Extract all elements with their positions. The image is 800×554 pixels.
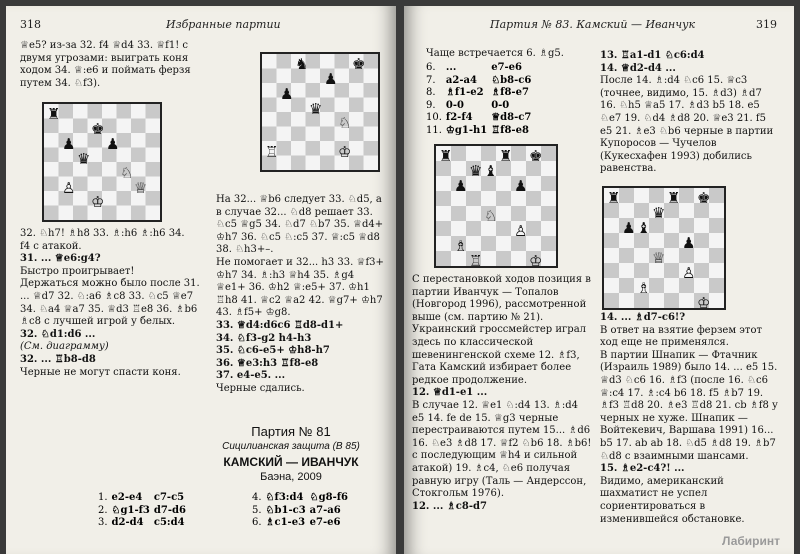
bishop-icon: ♗ (637, 279, 651, 297)
white-move: a2-a4 (445, 74, 477, 86)
move-number: 7. (426, 74, 436, 86)
resignation: Черные сдались. (216, 382, 305, 394)
right-col2-text (600, 312, 782, 526)
line-2: f4 с атакой. (20, 240, 82, 252)
king-icon: ♔ (91, 193, 105, 211)
move-number: 1. (98, 492, 108, 503)
bishop-icon: ♝ (484, 162, 498, 180)
move-34: 34. ♘f3-g2 h4-h3 (216, 332, 312, 344)
move-number: 2. (98, 504, 108, 516)
rook-icon: ♖ (469, 252, 483, 270)
bishop-icon: ♝ (637, 219, 651, 237)
remark: Быстро проигрывает! (20, 265, 135, 277)
white-move: f2-f4 (445, 112, 473, 124)
pawn-icon: ♟ (280, 85, 294, 103)
diagram-ref: (См. диаграмму) (20, 341, 109, 353)
white-move: ♗f1-e2 (445, 87, 484, 99)
closing-note: Видимо, американский шахматист не успел сориентироваться в изменившейся обстановке. (600, 475, 745, 525)
move-33: 33. ♕d4:d6c6 ♖d8-d1+ (216, 319, 344, 331)
black-move: ♕d8-c7 (491, 112, 532, 124)
analysis-12: В случае 12. ♕e1 ♘:d4 13. ♗:d4 e5 14. fe de 15. ♕g3 черные перестраиваются путем 15... ♗d6 16. ♘e3 ♗d8 17. ♕f2 ♘b6 18. ♗b6! с последующим ♕h4 и сильной атакой) 19. ♗c4, ♘e6 получая равную игру (Таль — Андерссон, Стокгольм 1976). (412, 399, 592, 500)
left-col1-text (20, 228, 200, 379)
white-move: ♔g1-h1 (445, 124, 488, 136)
move-number: 8. (426, 87, 436, 99)
rook-icon: ♜ (439, 147, 453, 165)
knight-icon: ♘ (120, 164, 134, 182)
rook-icon: ♜ (607, 189, 621, 207)
move-number: 6. (252, 517, 262, 529)
move-15: 15. ♗e2-c4?! ... (600, 463, 685, 475)
black-move: e7-e6 (491, 62, 522, 73)
move-number: 9. (426, 99, 436, 111)
king-icon: ♚ (352, 55, 366, 73)
running-header: Избранные партии (166, 18, 281, 31)
analysis-14: После 14. ♗:d4 ♘c6 15. ♕c3 (точнее, видимо, 15. ♗d3) ♗d7 16. ♘h5 ♕a5 17. ♗d3 b5 18. e5 ♘e7 19. ♘d4 ♗d8 20. ♕e3 21. f5 e5 21. ♗e3 ♘b6 черные в партии Купоросов — Чучелов (Кукесхафен 1993) добились равенства. (600, 75, 774, 175)
move-36: 36. ♕e3:h3 ♖f8-e8 (216, 357, 319, 369)
move-row (98, 492, 190, 505)
black-move: a7-a6 (309, 504, 341, 516)
pawn-icon: ♟ (622, 219, 636, 237)
move-row (426, 112, 535, 125)
bishop-icon: ♗ (454, 237, 468, 255)
move-row (426, 62, 535, 75)
novelty-note: В ответ на взятие ферзем этот ход еще не применялся. (600, 324, 762, 349)
move-row (98, 517, 190, 530)
intro-paragraph: ♕e5? из-за 32. f4 ♕d4 33. ♕f1! с двумя угрозами: выиграть коня ходом 34. ♕:e6 и поймать ферзя путем 34. ♘f3). (20, 40, 191, 89)
king-icon: ♔ (529, 252, 543, 270)
conclusion: Черные не могут спасти коня. (20, 366, 181, 378)
col2-analysis: Не помогает и 32... h3 33. ♕f3+ ♔h7 34. ♗:h3 ♕h4 35. ♗g4 ♕e1+ 36. ♔h2 ♕:e5+ 37. ♔h1 ♖h8 41. ♕c2 ♕a2 42. ♕g7+ ♔h7 43. ♗f5+ ♔g8. (216, 256, 384, 319)
black-move: 0-0 (491, 99, 510, 111)
queen-icon: ♕ (134, 179, 148, 197)
move-row (252, 517, 352, 530)
rook-icon: ♜ (47, 105, 61, 123)
white-move: 0-0 (445, 99, 464, 111)
queen-icon: ♛ (309, 100, 323, 118)
move-number: 11. (426, 124, 442, 136)
white-move: ♗c1-e3 (265, 517, 306, 529)
queen-icon: ♕ (652, 249, 666, 267)
pawn-icon: ♟ (514, 177, 528, 195)
right-col1-top (426, 48, 596, 61)
move-35: 35. ♘c6-e5+ ♔h8-h7 (216, 345, 330, 357)
king-icon: ♚ (697, 189, 711, 207)
running-header: Партия № 83. Камский — Иванчук (490, 18, 696, 31)
pawn-icon: ♙ (682, 264, 696, 282)
move-number: 10. (426, 112, 442, 124)
col2-intro: На 32... ♕b6 следует 33. ♘d5, а в случае 32... ♘d8 решает 33. ♘c5 ♕g5 34. ♘d7 ♘b7 35. ♕d4+ ♔h7 36. ♘c5 ♘:c5 37. ♕:c5 ♕d8 38. ♘h3+–. (216, 194, 384, 256)
move-row (98, 505, 190, 518)
moves-6-11 (426, 62, 535, 138)
move-32b: 32. ... ♖b8-d8 (20, 353, 96, 365)
col1-intro: Чаще встречается 6. ♗g5. (426, 48, 564, 59)
pawn-icon: ♙ (62, 179, 76, 197)
pawn-icon: ♟ (454, 177, 468, 195)
move-number: 5. (252, 504, 262, 516)
watermark-logo: Лабиринт (721, 534, 780, 548)
line-1: 32. ♘h7! ♗h8 33. ♗:h6 ♗:h6 34. (20, 228, 185, 239)
right-col1-text (412, 274, 592, 513)
knight-icon: ♘ (338, 114, 352, 132)
analysis: Держаться можно было после 31. ... ♕d7 32. ♘:a6 ♗c8 33. ♘c5 ♕e7 34. ♘a4 ♕a7 35. ♕d3 ♖e8 36. ♗b6 ♗c8 с лучшей игрой у белых. (20, 278, 200, 328)
pawn-icon: ♟ (682, 234, 696, 252)
players: КАМСКИЙ — ИВАНЧУК (223, 455, 359, 469)
move-14: 14. ♕d2-d4 ... (600, 62, 676, 74)
black-move: e7-e6 (309, 517, 341, 529)
move-number: 4. (252, 492, 262, 503)
move-row (252, 505, 352, 518)
white-move: ... (445, 62, 457, 73)
black-move: ♗f8-e7 (491, 87, 529, 99)
black-move: c7-c5 (153, 492, 185, 503)
white-move: d2-d4 (111, 517, 144, 529)
black-move: d7-d6 (153, 504, 186, 516)
pawn-icon: ♙ (514, 222, 528, 240)
queen-icon: ♛ (77, 150, 91, 168)
move-32: 32. ♘d1:d6 ... (20, 328, 96, 340)
event: Баэна, 2009 (260, 471, 322, 483)
black-move: ♘g8-f6 (309, 492, 348, 503)
move-12b: 12. ... ♗c8-d7 (412, 500, 487, 512)
game-title: Партия № 81 (251, 424, 331, 439)
move-13: 13. ♖a1-d1 ♘c6:d4 (600, 50, 705, 61)
pawn-icon: ♟ (62, 135, 76, 153)
king-icon: ♔ (697, 294, 711, 312)
move-row (426, 125, 535, 138)
rook-icon: ♜ (499, 147, 513, 165)
opening-moves-b (252, 492, 352, 530)
move-number: 3. (98, 517, 108, 529)
opening-moves-a (98, 492, 190, 530)
king-icon: ♚ (529, 147, 543, 165)
left-col2-text (216, 194, 384, 396)
move-12: 12. ♕d1-e1 ... (412, 387, 488, 399)
queen-icon: ♛ (652, 204, 666, 222)
pawn-icon: ♟ (324, 70, 338, 88)
knight-icon: ♞ (295, 55, 309, 73)
left-page (6, 6, 396, 554)
move-row (426, 87, 535, 100)
black-move: c5:d4 (153, 517, 185, 529)
move-row (426, 75, 535, 88)
chess-diagram-2 (260, 52, 380, 172)
move-row (426, 100, 535, 113)
transposition-note: С перестановкой ходов позиция в партии Иванчук — Топалов (Новгород 1996), рассмотренной выше (см. партию № 21). (412, 274, 591, 323)
game-reference: В партии Шнапик — Фтачник (Израиль 1989) было 14. ... e5 15. ♕d3 ♘c6 16. ♗f3 (после 16. ♘c6 ♕:c4 17. ♗:c4 b6 18. f5 ♗b7 19. ♗f3 ♖d8 20. ♗e3 ♖d8 21. cb ♗f8 у черных не хуже. Шнапик — Войтекевич, Варшава 1991) 16... b5 17. ab ab 18. ♘d5 ♗d8 19. ♗b7 ♘d8 с взаимными шансами. (600, 349, 778, 462)
page-number: 318 (20, 18, 41, 31)
move-31: 31. ... ♕e6:g4? (20, 253, 101, 265)
rook-icon: ♖ (265, 143, 279, 161)
white-move: e2-e4 (111, 492, 143, 503)
white-move: ♘g1-f3 (111, 504, 150, 516)
opening-name: Сицилианская защита (В 85) (222, 441, 360, 452)
black-move: ♘b8-c6 (491, 74, 532, 86)
move-37: 37. e4-e5. ... (216, 370, 286, 382)
knight-icon: ♘ (484, 207, 498, 225)
move-14b: 14. ... ♗d7-c6!? (600, 312, 686, 323)
move-number: 6. (426, 62, 436, 73)
right-col2-top (600, 50, 780, 176)
queen-icon: ♛ (469, 162, 483, 180)
classical-note: Украинский гроссмейстер играл здесь по классической шевенингенской схеме 12. ♗f3, Гата Камский избирает более редкое продолжение. (412, 324, 587, 386)
move-row (252, 492, 352, 505)
right-page (404, 6, 794, 554)
white-move: ♘f3:d4 (265, 492, 304, 503)
chess-diagram-3 (434, 144, 558, 268)
king-icon: ♔ (338, 143, 352, 161)
black-move: ♖f8-e8 (491, 124, 529, 136)
chess-diagram-1 (42, 102, 162, 222)
white-move: ♘b1-c3 (265, 504, 306, 516)
chess-diagram-4 (602, 186, 726, 310)
page-number: 319 (756, 18, 777, 31)
king-icon: ♚ (91, 120, 105, 138)
pawn-icon: ♟ (106, 135, 120, 153)
rook-icon: ♜ (667, 189, 681, 207)
